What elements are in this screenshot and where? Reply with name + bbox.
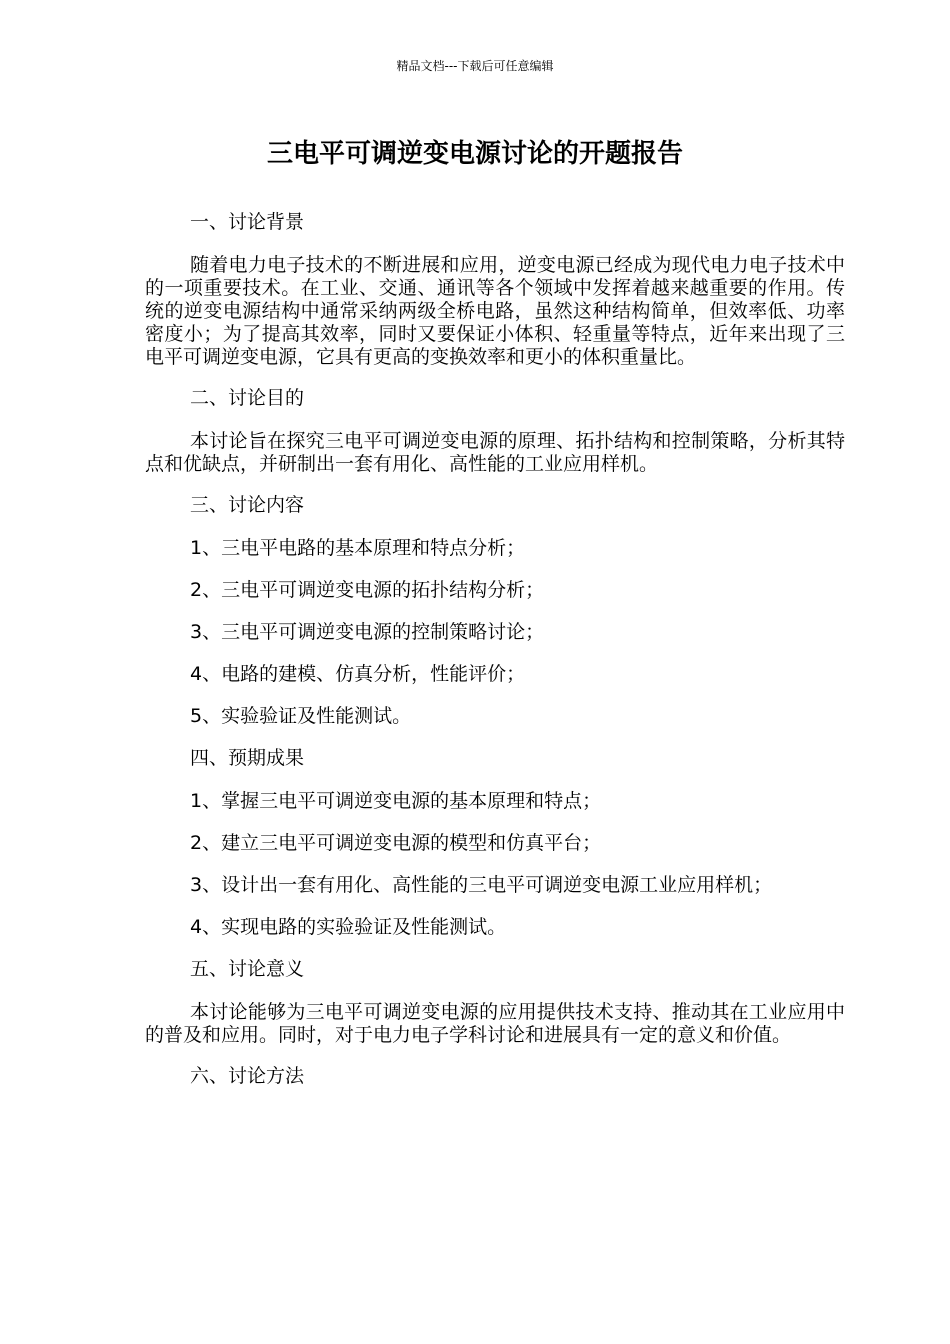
list-item: 4、实现电路的实验验证及性能测试。 bbox=[190, 916, 507, 938]
section-heading: 三、讨论内容 bbox=[190, 494, 305, 516]
list-item: 1、掌握三电平可调逆变电源的基本原理和特点； bbox=[190, 790, 602, 812]
document-body bbox=[145, 211, 845, 1108]
section-paragraph: 本讨论旨在探究三电平可调逆变电源的原理、拓扑结构和控制策略，分析其特点和优缺点，并研制出一套有用化、高性能的工业应用样机。 bbox=[145, 430, 845, 475]
section-heading: 二、讨论目的 bbox=[190, 387, 305, 409]
list-item: 4、电路的建模、仿真分析，性能评价； bbox=[190, 663, 526, 685]
header-note: 精品文档---下载后可任意编辑 bbox=[396, 59, 554, 73]
list-item: 5、实验验证及性能测试。 bbox=[190, 705, 412, 727]
list-item: 1、三电平电路的基本原理和特点分析； bbox=[190, 537, 526, 559]
section-heading: 六、讨论方法 bbox=[190, 1065, 305, 1087]
list-item: 2、建立三电平可调逆变电源的模型和仿真平台； bbox=[190, 832, 602, 854]
section-paragraph: 本讨论能够为三电平可调逆变电源的应用提供技术支持、推动其在工业应用中的普及和应用。同时，对于电力电子学科讨论和进展具有一定的意义和价值。 bbox=[145, 1001, 845, 1046]
section-background bbox=[145, 211, 845, 369]
section-content bbox=[145, 494, 845, 728]
section-expected-results bbox=[145, 747, 845, 939]
section-significance bbox=[145, 958, 845, 1047]
list-item: 2、三电平可调逆变电源的拓扑结构分析； bbox=[190, 579, 545, 601]
section-heading: 一、讨论背景 bbox=[190, 211, 305, 233]
section-paragraph: 随着电力电子技术的不断进展和应用，逆变电源已经成为现代电力电子技术中的一项重要技术。在工业、交通、通讯等各个领域中发挥着越来越重要的作用。传统的逆变电源结构中通常采纳两级全桥电路，虽然这种结构简单，但效率低、功率密度小；为了提高其效率，同时又要保证小体积、轻重量等特点，近年来出现了三电平可调逆变电源，它具有更高的变换效率和更小的体积重量比。 bbox=[145, 254, 845, 368]
section-purpose bbox=[145, 387, 845, 476]
list-item: 3、三电平可调逆变电源的控制策略讨论； bbox=[190, 621, 545, 643]
list-item: 3、设计出一套有用化、高性能的三电平可调逆变电源工业应用样机； bbox=[190, 874, 773, 896]
section-heading: 四、预期成果 bbox=[190, 747, 305, 769]
section-methods bbox=[145, 1065, 845, 1088]
document-title: 三电平可调逆变电源讨论的开题报告 bbox=[266, 139, 683, 169]
section-heading: 五、讨论意义 bbox=[190, 958, 305, 980]
